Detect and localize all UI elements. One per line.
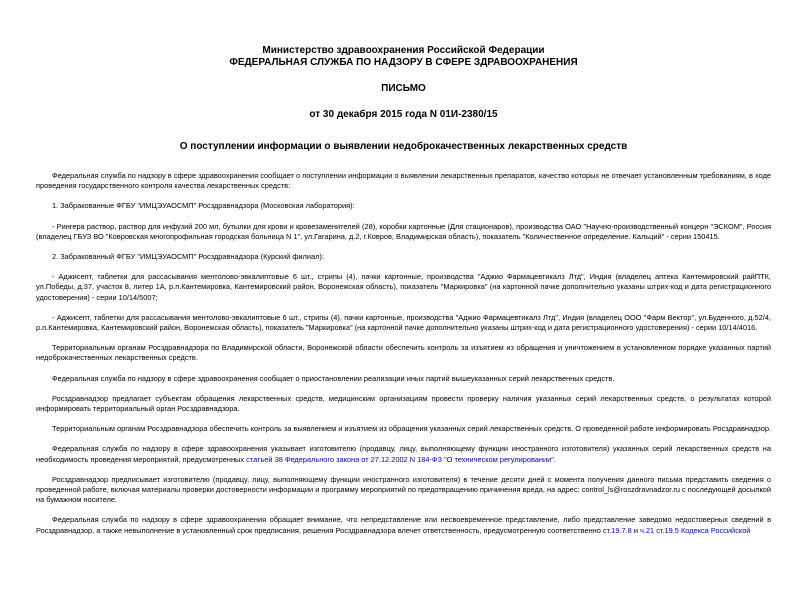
paragraph-liability: [36, 515, 771, 535]
document-header: [36, 45, 771, 153]
paragraph-intro: Федеральная служба по надзору в сфере здравоохранения сообщает о поступлении информации о выявлении лекарственных препаратов, качество которых не отвечает установленным требованиям, в ходе проведения государственного контроля качества лекарственных средств:: [36, 171, 771, 191]
paragraph-text: Федеральная служба по надзору в сфере здравоохранения обращает внимание, что непредставление или несвоевременное представление, либо представление заведомо недостоверных сведений в Росздравнадзор, а также невыполнение в установленный срок предписания, решения Росздравнадзора влечет ответственность, предусмотренную соответственно: [36, 515, 771, 535]
article-19-5-link[interactable]: ч.21 ст.19.5 Кодекса Российской: [640, 525, 751, 535]
paragraph-adjisept-2: - Аджисепт, таблетки для рассасывания ментолово-эвкалиптовые 6 шт., стрипы (4), пачки картонные, производства "Аджио Фармацевтикалз Лтд", Индия (владелец ООО "Фарм Вектор", ул.Буденного, д.52/4, р.п.Кантемировка, Кантемировский район, Воронежская область), показатель "Маркировка" (на картонной пачке дополнительно указаны штрих-код и дата регистрационного удостоверения) - серии 10/14/4016.: [36, 312, 771, 333]
paragraph-text: Федеральная служба по надзору в сфере здравоохранения указывает изготовителю (продавцу, лицу, выполняющему функции иностранного изготовителя) указанных серий лекарственных средств на необходимость проведения мероприятий, предусмотренных: [36, 444, 771, 464]
paragraph-territorial-control: Территориальным органам Росздравнадзора по Владимирской области, Воронежской области обеспечить контроль за изъятием из обращения и уничтожением в установленном порядке указанных партий недоброкачественных лекарственных средств.: [36, 343, 771, 363]
law-184-fz-link[interactable]: статьей 38 Федерального закона от 27.12.2002 N 184-ФЗ "О техническом регулировании": [246, 454, 554, 464]
article-19-7-8-link[interactable]: ст.19.7.8: [602, 525, 632, 535]
paragraph-withdrawal-control: Территориальным органам Росздравнадзора обеспечить контроль за выявлением и изъятием из обращения указанных серий лекарственных средств. О проведенной работе информировать Росздравнадзор.: [52, 424, 772, 434]
paragraph-moscow-lab: 1. Забракованные ФГБУ "ИМЦЭУАОСМП" Росздравнадзора (Московская лаборатория):: [52, 201, 355, 211]
ministry-name: Министерство здравоохранения Российской Федерации: [262, 45, 545, 56]
paragraph-inspection-proposal: Росздравнадзор предлагает субъектам обращения лекарственных средств, медицинским организациям провести проверку наличия указанных серий лекарственных средств, о результатах которой информировать территориальный орган Росздравнадзора.: [36, 393, 771, 414]
document-title: О поступлении информации о выявлении недоброкачественных лекарственных средств: [179, 141, 628, 152]
document-body: [36, 171, 771, 536]
paragraph-text: и: [631, 525, 641, 535]
paragraph-adjisept-1: - Аджисепт, таблетки для рассасывания ментолово-эвкалиптовые 6 шт., стрипы (4), пачки картонные, производства "Аджио Фармацевтикалз Лтд", Индия (владелец аптека Кантемировский райПТК, ул.Победы, д.37, участок 8, литер 1А, р.п.Кантемировка, Кантемировский район, Воронежская область), показатель "Маркировка" (на картонной пачке дополнительно указаны штрих-код и дата регистрационного удостоверения) - серии 10/14/5007;: [36, 272, 771, 302]
service-name: ФЕДЕРАЛЬНАЯ СЛУЖБА ПО НАДЗОРУ В СФЕРЕ ЗДРАВООХРАНЕНИЯ: [229, 57, 578, 68]
paragraph-text: .: [553, 454, 556, 464]
paragraph-ringer-solution: - Рингера раствор, раствор для инфузий 200 мл, бутылки для крови и кровезаменителей (28), коробки картонные (Для стационаров), производства ОАО "Научно-производственный концерн "ЭСКОМ", Россия (владелец ГБУЗ ВО "Ковровская многопрофильная городская больница N 1", ул.Гагарина, д.2, г.Ковров, Владимирская область), показатель "Количественное определение. Кальций" - серии 150415.: [36, 221, 771, 241]
paragraph-suspension: Федеральная служба по надзору в сфере здравоохранения сообщает о приостановлении реализации иных партий вышеуказанных серий лекарственных средств.: [52, 373, 615, 383]
document-date-number: от 30 декабря 2015 года N 01И-2380/15: [309, 109, 498, 120]
paragraph-manufacturer-measures: [36, 444, 771, 464]
paragraph-report-requirement: Росздравнадзор предписывает изготовителю (продавцу, лицу, выполняющему функции иностранного изготовителя) в течение десяти дней с момента получения данного письма представить сведения о проведенной работе, включая материалы проверки достоверности информации и программу мероприятий по предотвращению причинения вреда, на адрес: control_ls@roszdravnadzor.ru с последующей досылкой на бумажном носителе.: [36, 474, 771, 505]
document-page: [0, 45, 807, 616]
document-type: ПИСЬМО: [381, 83, 426, 94]
paragraph-kursk-branch: 2. Забракованный ФГБУ "ИМЦЭУАОСМП" Росздравнадзора (Курский филиал):: [52, 252, 324, 262]
